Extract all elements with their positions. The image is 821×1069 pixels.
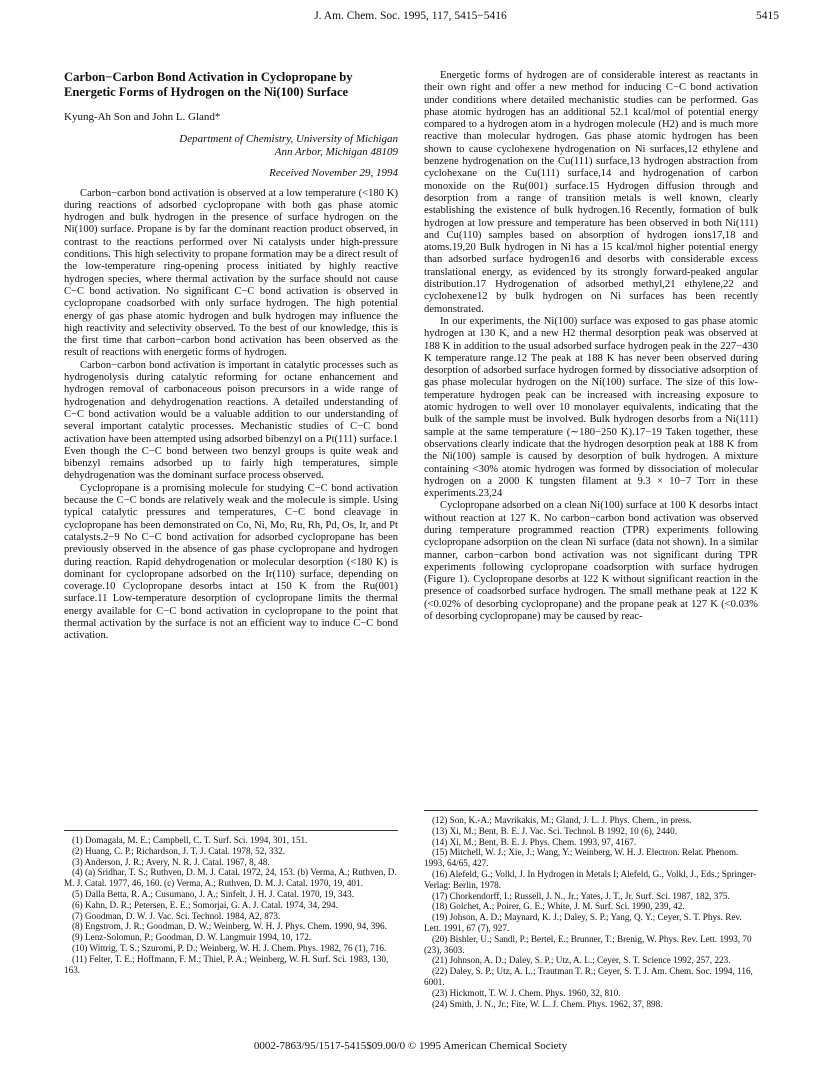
received-date: Received November 29, 1994 <box>269 167 398 180</box>
reference-item: (2) Huang, C. P.; Richardson, J. T. J. Catal. 1978, 52, 332. <box>72 845 286 856</box>
reference-item: (7) Goodman, D. W. J. Vac. Sci. Technol. 1984, A2, 873. <box>72 910 281 921</box>
reference-item: (22) Daley, S. P.; Utz, A. L.; Trautman T. R.; Ceyer, S. T. J. Am. Chem. Soc. 1994, 116, 6001. <box>424 966 753 987</box>
reference-item: (24) Smith, J. N., Jr.; Fite, W. L. J. Chem. Phys. 1962, 37, 898. <box>432 998 663 1009</box>
reference-item: (14) Xi, M.; Bent, B. E. J. Phys. Chem. 1993, 97, 4167. <box>432 836 637 847</box>
right-column <box>424 70 758 623</box>
reference-item: (3) Anderson, J. R.; Avery, N. R. J. Catal. 1967, 8, 48. <box>72 856 270 867</box>
reference-item: (6) Kahn, D. R.; Petersen, E. E.; Somorjai, G. A. J. Catal. 1974, 34, 294. <box>72 899 338 910</box>
journal-citation: J. Am. Chem. Soc. 1995, 117, 5415−5416 <box>314 10 507 22</box>
article-title: Carbon−Carbon Bond Activation in Cyclopropane by Energetic Forms of Hydrogen on the Ni(100) Surface <box>64 70 353 99</box>
reference-item: (4) (a) Sridhar, T. S.; Ruthven, D. M. J. Catal. 1972, 24, 153. (b) Verma, A.; Ruthven, D. M. J. Catal. 1977, 46, 160. (c) Verma, A.; Ruthven, D. M. J. Catal. 1970, 19, 401. <box>64 867 397 889</box>
reference-item: (13) Xi, M.; Bent, B. E. J. Vac. Sci. Technol. B 1992, 10 (6), 2440. <box>432 825 678 836</box>
reference-item: (18) Golchet, A.; Poirer, G. E.; White, J. M. Surf. Sci. 1990, 239, 42. <box>432 901 685 912</box>
body-paragraph: Cyclopropane adsorbed on a clean Ni(100) surface at 100 K desorbs intact without reaction at 127 K. No carbon−carbon bond activation was observed during temperature programmed reaction (TPR) experiments following cyclopropane adsorption on the clean Ni surface (data not shown). In a similar manner, carbon−carbon bond activation was not significant during TPR experiments following cyclopropane coadsorption with surface hydrogen (Figure 1). Cyclopropane desorbs at 122 K without significant reaction in the presence of coadsorbed surface hydrogen. The small methane peak at 122 K (<0.02% of desorbing cyclopropane) and the propane peak at 127 K (<0.03% of desorbing cyclopropane) may be caused by reac- <box>424 500 758 623</box>
page-number: 5415 <box>756 10 779 22</box>
reference-item: (9) Lenz-Solomun, P.; Goodman, D. W. Langmuir 1994, 10, 172. <box>72 932 312 943</box>
body-paragraph: Energetic forms of hydrogen are of considerable interest as reactants in their own right and offer a new method for inducing C−C bond activation under conditions where detailed mechanistic studies can be performed. Gas phase atomic hydrogen has an additional 52.1 kcal/mol of potential energy compared to a hydrogen atom in a hydrogen molecule (H2) and is much more reactive than molecular hydrogen. Gas phase atomic hydrogen has been shown to cause cyclohexene hydrogenation on Ni surfaces,12 ethylene and benzene hydrogenation on the Cu(111) surface,13 hydrogen abstraction from cyclohexane on the Cu(111) surface,14 and hydrogenation of carbon monoxide on the Ru(001) surface.15 Hydrogen diffusion through and desorption from a range of transition metals is well known, clearly establishing the existence of bulk hydrogen.16 Recently, formation of bulk hydrogen at low pressure and temperature has been observed in both Ni(111) and Cu(110) samples based on absorption of hydrogen ions17,18 and atoms.19,20 Bulk hydrogen in Ni has a 15 kcal/mol higher potential energy than adsorbed surface hydrogen16 and desorbs with considerable excess translational energy, as evidenced by its strongly forward-peaked angular distribution.17 Hydrogenation of adsorbed methyl,21 ethylene,22 and cyclohexene12 by bulk hydrogen on Ni surfaces has been recently demonstrated. <box>424 70 758 315</box>
body-paragraph: Carbon−carbon bond activation is important in catalytic processes such as hydrogenolysis during catalytic reforming for octane enhancement and hydrogen removal of carbonaceous poison precursors in a wide range of hydrogenation and dehydrogenation reactions. A detailed understanding of C−C bond activation would be a valuable addition to our understanding of several important catalytic processes. Mechanistic studies of C−C bond activation have been attempted using adsorbed bibenzyl on a Pt(111) surface.1 Even though the C−C bond between two benzyl groups is quite weak and bibenzyl remains adsorbed up to fairly high temperatures, simple dehydrogenation was the dominant surface process observed. <box>64 359 398 482</box>
reference-item: (21) Johnson, A. D.; Daley, S. P.; Utz, A. L.; Ceyer, S. T. Science 1992, 257, 223. <box>432 955 731 966</box>
reference-item: (11) Felter, T. E.; Hoffmann, F. M.; Thiel, P. A.; Weinberg, W. H. Surf. Sci. 1983, 130, 163. <box>64 953 389 975</box>
reference-item: (10) Wittrig, T. S.; Szuromi, P. D.; Weinberg, W. H. J. Chem. Phys. 1982, 76 (1), 716. <box>72 942 387 953</box>
reference-item: (17) Chorkendorff, I.; Russell, J. N., Jr.; Yates, J. T., Jr. Surf. Sci. 1987, 182, 375. <box>432 890 730 901</box>
reference-item: (15) Mitchell, W. J.; Xie, J.; Wang, Y.; Weinberg, W. H. J. Electron. Relat. Phenom. 1993, 64/65, 427. <box>424 847 739 869</box>
reference-item: (20) Bishler, U.; Sandl, P.; Bertel, E.; Brunner, T.; Brenig, W. Phys. Rev. Lett. 1993, 70 (23), 3603. <box>424 933 752 955</box>
affiliation <box>64 133 398 159</box>
body-paragraph: Cyclopropane is a promising molecule for studying C−C bond activation because the C−C bonds are relatively weak and the molecule is simple. Using typical catalytic pressures and temperatures, C−C bond cleavage in cyclopropane has been demonstrated on Co, Ni, Mo, Ru, Rh, Pd, Os, Ir, and Pt catalysts.2−9 No C−C bond activation for adsorbed cyclopropane has been previously observed in the absence of gas phase cyclopropane and hydrogen during reaction. Rapid dehydrogenation or molecular desorption (<180 K) is dominant for cyclopropane adsorbed on the Ir(110) surface, depending on coverage.10 Cyclopropane desorbs intact at 150 K from the Ru(001) surface.11 Low-temperature desorption of cyclopropane limits the thermal energy available for C−C bond activation in cyclopropane to the point that thermal activation by the surface is not an efficient way to induce C−C bond activation. <box>64 482 398 642</box>
references-left <box>64 830 398 975</box>
left-column <box>64 70 398 643</box>
reference-item: (23) Hickmott, T. W. J. Chem. Phys. 1960, 32, 810. <box>432 987 621 998</box>
copyright-footer: 0002-7863/95/1517-5415$09.00/0 © 1995 American Chemical Society <box>253 1040 568 1052</box>
reference-item: (19) Johson, A. D.; Maynard, K. J.; Daley, S. P.; Yang, Q. Y.; Ceyer, S. T. Phys. Rev. Lett. 1991, 67 (7), 927. <box>424 912 742 933</box>
body-paragraph: Carbon−carbon bond activation is observed at a low temperature (<180 K) during reactions of adsorbed cyclopropane with both gas phase atomic hydrogen and bulk hydrogen in the presence of surface hydrogen on the Ni(100) surface. Propane is by far the dominant reaction product observed, in contrast to the reactions performed over Ni catalysts under high-pressure conditions. This high selectivity to propane formation may be a direct result of the low-temperature ring-opening process initiated by highly reactive hydrogen species, where thermal activation by the surface should not cause C−C bond activation. No significant C−C bond activation is observed in cyclopropane coadsorbed with only surface hydrogen. The high potential energy of gas phase atomic hydrogen and bulk hydrogen may influence the high reactivity and selectivity observed. To the best of our knowledge, this is the first time that carbon−carbon bond activation has been observed as the result of reactions with energetic forms of hydrogen. <box>64 187 398 359</box>
reference-item: (8) Engstrom, J. R.; Goodman, D. W.; Weinberg, W. H. J. Phys. Chem. 1990, 94, 396. <box>72 921 387 932</box>
authors: Kyung-Ah Son and John L. Gland* <box>64 111 221 123</box>
body-paragraph: In our experiments, the Ni(100) surface was exposed to gas phase atomic hydrogen at 130 K, and a new H2 thermal desorption peak was observed at 188 K in addition to the usual adsorbed surface hydrogen peak in the 227−430 K temperature range.12 The peak at 188 K has never been observed during desorption of adsorbed surface hydrogen formed by dissociative adsorption of gas phase molecular hydrogen on the Ni(100) surface. The size of this low-temperature hydrogen peak can be increased with increasing exposure to atomic hydrogen to well over 10 monolayer equivalents, indicating that the bulk of the sample must be involved. Bulk hydrogen desorbs from a Ni(111) sample at the same temperature (∼180−250 K).17−19 Taken together, these observations clearly indicate that the hydrogen desorption peak at 188 K from the Ni(100) sample is caused by desorption of bulk hydrogen. A mixture containing <30% atomic hydrogen was formed by dissociation of molecular hydrogen on a 2000 K tungsten filament at 9.3 × 10−7 Torr in these experiments.23,24 <box>424 315 758 500</box>
references-right <box>424 810 758 1009</box>
reference-item: (1) Domagala, M. E.; Campbell, C. T. Surf. Sci. 1994, 301, 151. <box>72 835 308 845</box>
affiliation-address: Ann Arbor, Michigan 48109 <box>274 146 398 159</box>
reference-item: (5) Dalla Betta, R. A.; Cusumano, J. A.; Sinfelt, J. H. J. Catal. 1970, 19, 343. <box>72 888 354 899</box>
running-header <box>0 6 821 24</box>
reference-item: (16) Alefeld, G.; Volkl, J. In Hydrogen in Metals I; Alefeld, G., Volkl, J., Eds.; Springer-Verlag: Berlin, 1978. <box>424 868 757 890</box>
affiliation-department: Department of Chemistry, University of Michigan <box>179 133 398 146</box>
reference-item: (12) Son, K.-A.; Mavrikakis, M.; Gland, J. L. J. Phys. Chem., in press. <box>432 815 692 825</box>
